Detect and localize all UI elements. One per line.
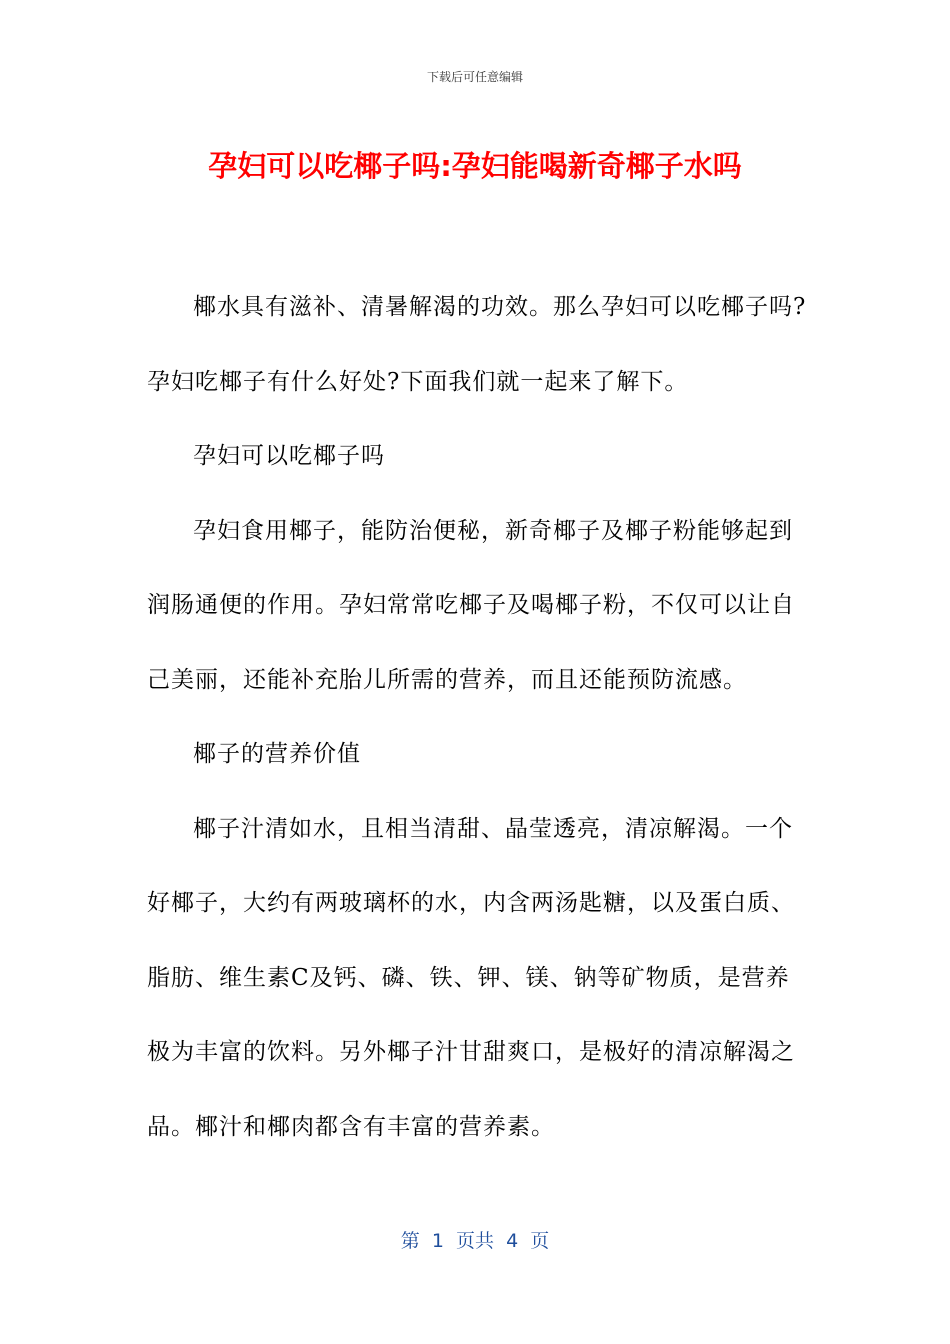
subheading-nutrition-value: 椰子的营养价值 [193,741,361,767]
subheading-can-eat-coconut: 孕妇可以吃椰子吗 [193,443,385,469]
header-note: 下载后可任意编辑 [426,70,523,84]
paragraph-intro: 椰水具有滋补、清暑解渴的功效。那么孕妇可以吃椰子吗?孕妇吃椰子有什么好处?下面我们就一起来了解下。 [147,294,807,395]
article-body [147,270,807,1164]
page-title: 孕妇可以吃椰子吗:孕妇能喝新奇椰子水吗 [208,149,742,183]
paragraph-benefits: 孕妇食用椰子，能防治便秘，新奇椰子及椰子粉能够起到润肠通便的作用。孕妇常常吃椰子及喝椰子粉，不仅可以让自己美丽，还能补充胎儿所需的营养，而且还能预防流感。 [147,517,795,693]
page-number-footer: 第 1 页共 4 页 [400,1230,550,1252]
paragraph-nutrition: 椰子汁清如水，且相当清甜、晶莹透亮，清凉解渴。一个好椰子，大约有两玻璃杯的水，内含两汤匙糖，以及蛋白质、脂肪、维生素C及钙、磷、铁、钾、镁、钠等矿物质，是营养极为丰富的饮料。另外椰子汁甘甜爽口，是极好的清凉解渴之品。椰汁和椰肉都含有丰富的营养素。 [147,815,795,1140]
